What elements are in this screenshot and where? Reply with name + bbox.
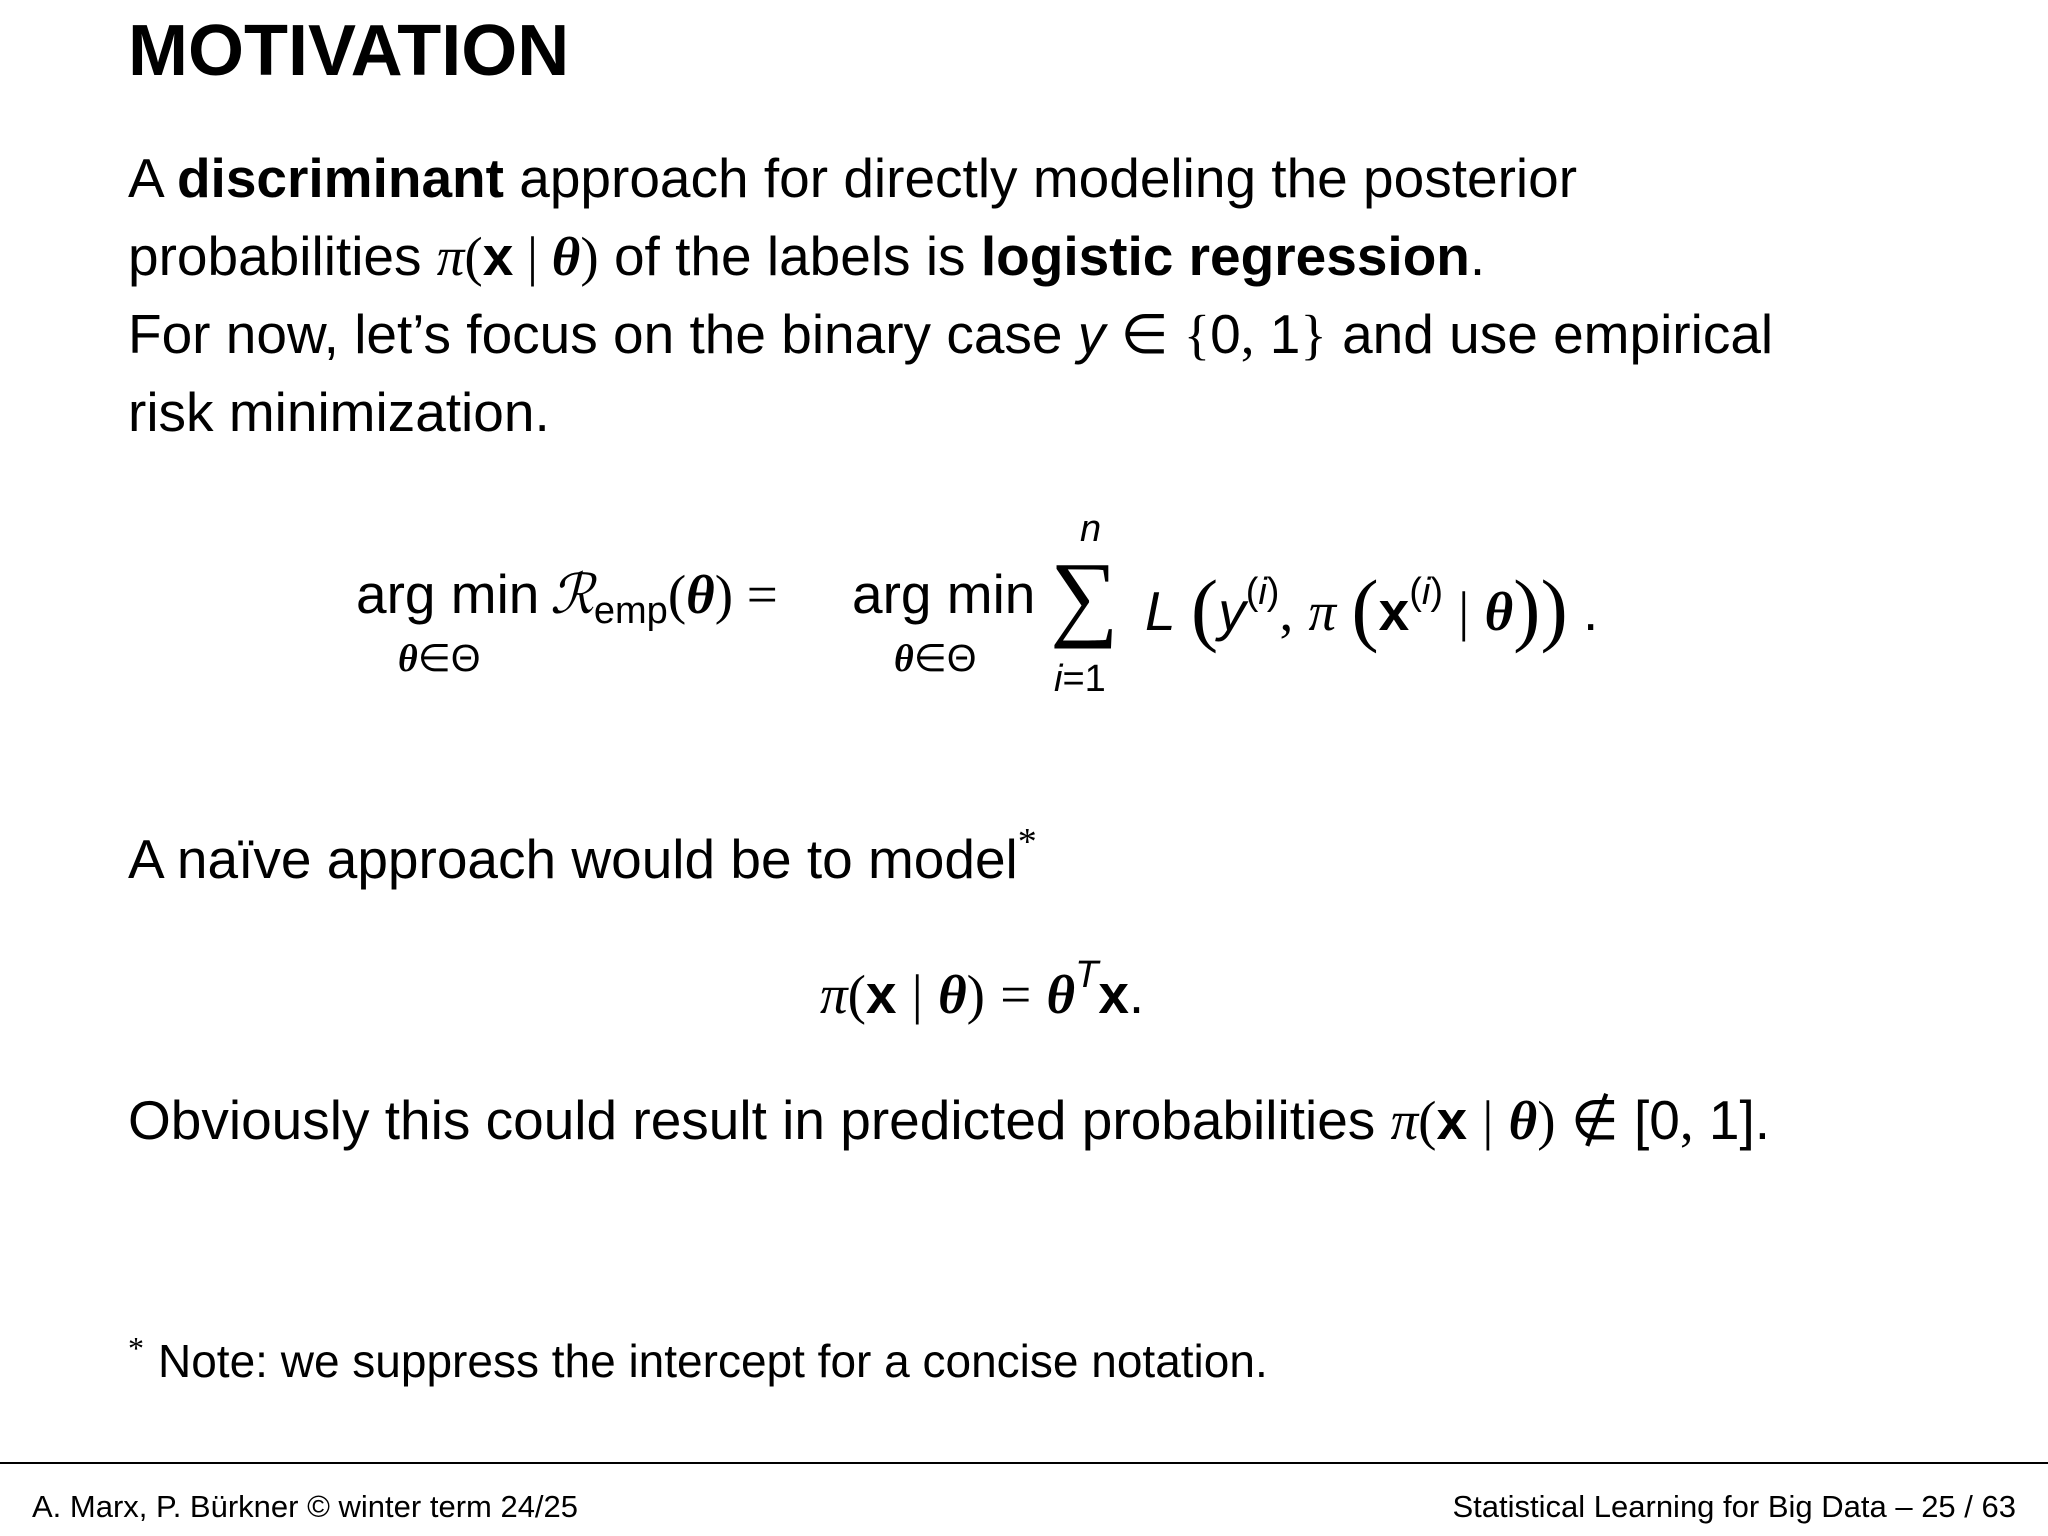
- intro-line-3: [128, 296, 1773, 373]
- obviously-line: [128, 1082, 1770, 1159]
- math-not-in-01: π(x | θ) ∉ [0, 1].: [1390, 1089, 1771, 1151]
- footnote-text: Note: we suppress the intercept for a concise notation.: [158, 1335, 1268, 1387]
- intro-line-2: [128, 218, 1485, 295]
- intro-text: .: [1469, 225, 1486, 287]
- obviously-text: Obviously this could result in predicted probabilities: [128, 1089, 1391, 1151]
- loss-expression: L ($y^{(i)}$, π ($x^{(i)}$ | θ)) .: [1145, 563, 1599, 654]
- intro-text: A: [128, 147, 177, 209]
- footnote: [128, 1330, 1268, 1388]
- risk-emp: ℛemp(θ) =: [550, 564, 778, 632]
- intro-text: of the labels is: [598, 225, 981, 287]
- discriminant-term: discriminant: [176, 147, 504, 209]
- footer-authors: A. Marx, P. Bürkner © winter term 24/25: [32, 1489, 579, 1524]
- intro-text: probabilities: [128, 225, 437, 287]
- naive-star: *: [1017, 821, 1037, 863]
- argmin-2: arg min: [852, 563, 1036, 625]
- sum-lower: i=1: [1054, 658, 1106, 700]
- footer-course-page: Statistical Learning for Big Data – 25 / 63: [1452, 1489, 2016, 1524]
- intro-line-4: [128, 374, 550, 451]
- argmin-1: arg min: [356, 563, 540, 625]
- sum-upper: n: [1080, 508, 1102, 550]
- argmin-2-sub: θ∈Θ: [894, 638, 977, 680]
- linear-model-equation: π(x | $\theta) = \theta^Tx$.: [820, 954, 1145, 1025]
- intro-line-1: [128, 140, 1577, 217]
- naive-text: A naïve approach would be to model: [128, 828, 1018, 890]
- footer-divider: [0, 1462, 2048, 1464]
- intro-text: approach for directly modeling the posterior: [503, 147, 1578, 209]
- sum-sign: ∑: [1050, 542, 1119, 649]
- naive-line: [128, 804, 1037, 898]
- footnote-star: *: [128, 1330, 144, 1366]
- intro-text: risk minimization.: [128, 381, 550, 443]
- intro-text: For now, let’s focus on the binary case: [128, 303, 1078, 365]
- slide-title: MOTIVATION: [128, 11, 570, 91]
- intro-text: and use empirical: [1326, 303, 1774, 365]
- math-y-in-01: y ∈ {0, 1}: [1077, 303, 1327, 365]
- logistic-regression-term: logistic regression: [980, 225, 1470, 287]
- math-pi-x-theta: π(x | θ): [436, 225, 599, 287]
- argmin-1-sub: θ∈Θ: [398, 638, 481, 680]
